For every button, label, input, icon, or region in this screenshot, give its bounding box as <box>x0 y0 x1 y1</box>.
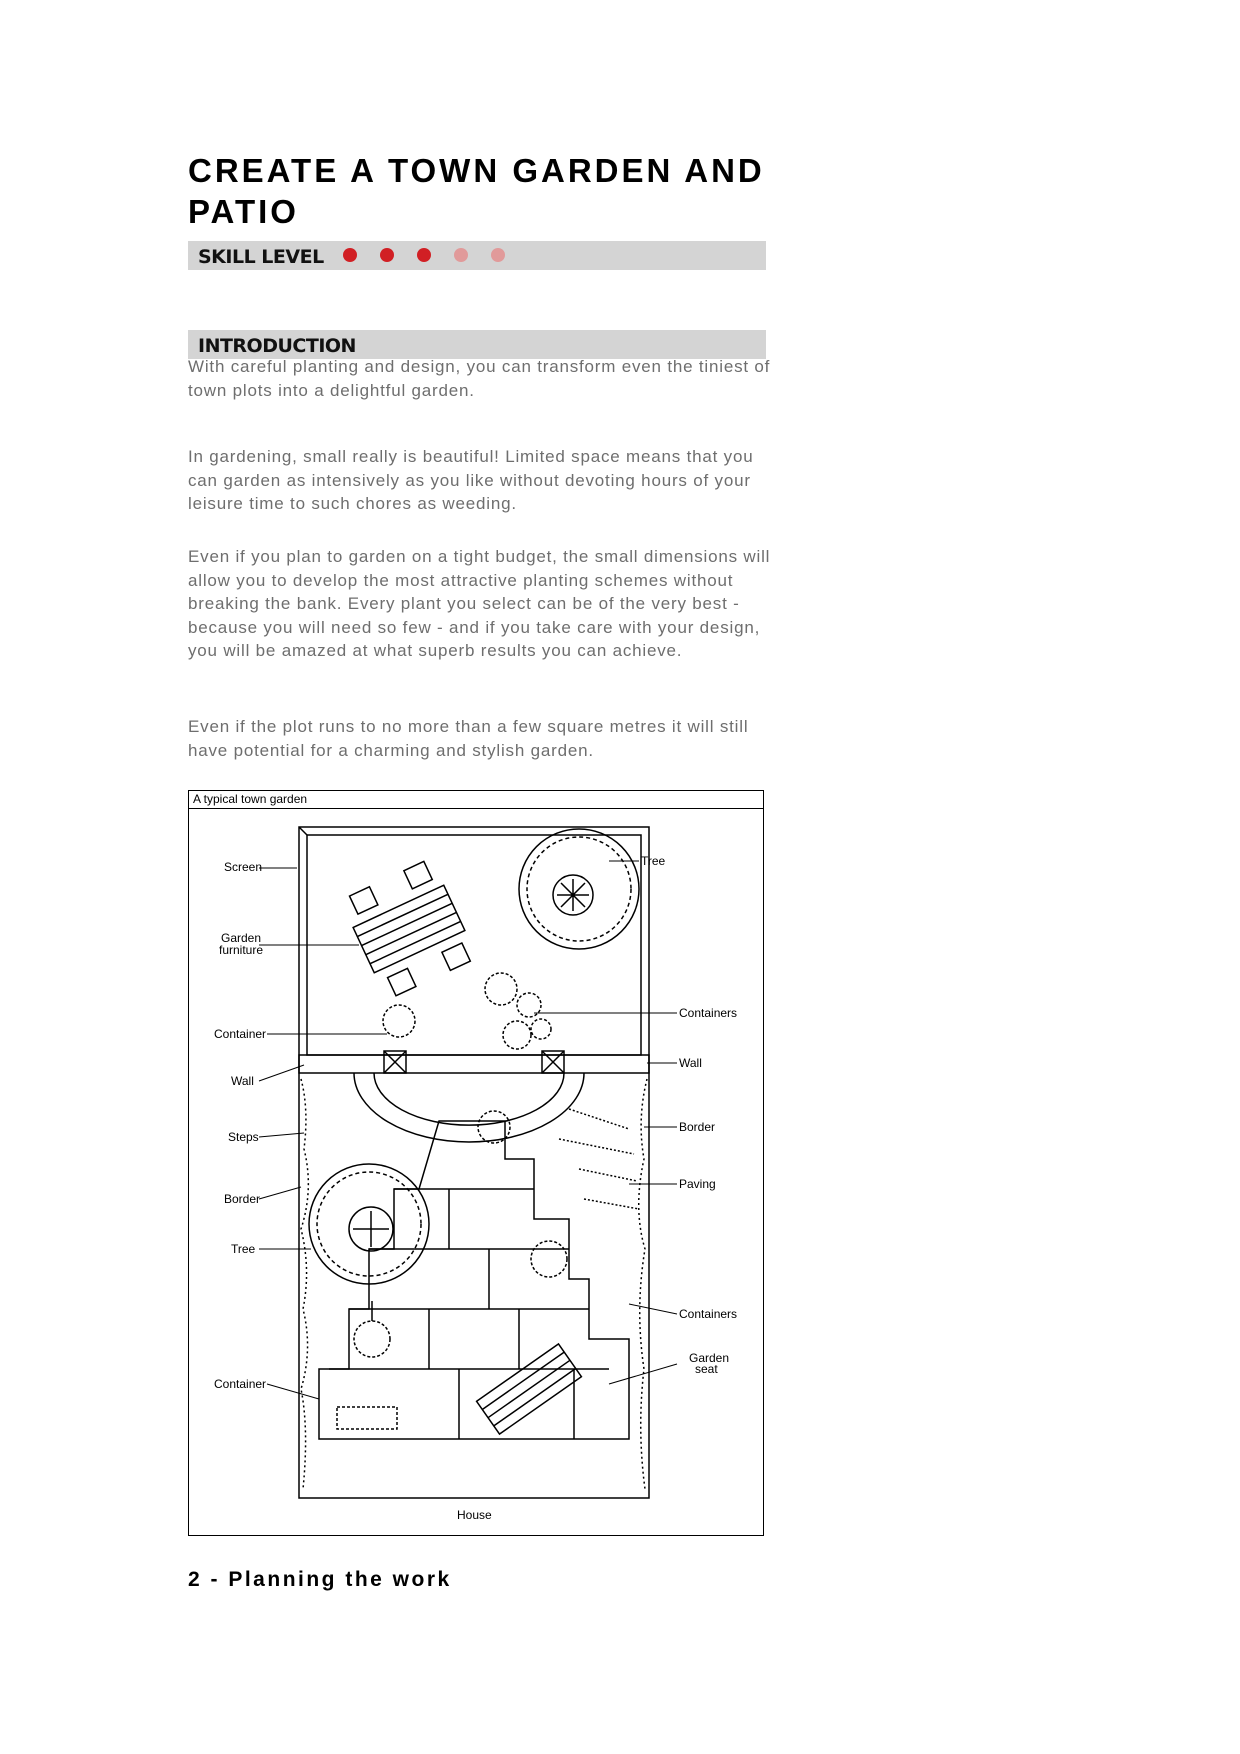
section-heading: 2 - Planning the work <box>188 1568 452 1591</box>
skill-dot-filled <box>380 248 394 262</box>
skill-level-label: SKILL LEVEL <box>198 246 324 268</box>
intro-paragraph: Even if the plot runs to no more than a few square metres it will still have potential for a charming and stylish garden. <box>188 717 749 760</box>
figure-caption-box <box>189 791 763 809</box>
skill-dot-empty <box>491 248 505 262</box>
label-tree-left: Tree <box>231 1242 256 1256</box>
skill-dot-filled <box>343 248 357 262</box>
label-screen: Screen <box>224 860 263 874</box>
label-house: House <box>457 1508 492 1522</box>
label-garden-seat-2: seat <box>695 1362 718 1376</box>
intro-paragraph: In gardening, small really is beautiful! Limited space means that you can garden as intensively as you like without devoting hours of your leisure time to such chores as weeding. <box>188 447 754 513</box>
label-container-bottom: Container <box>214 1377 267 1391</box>
skill-dot-filled <box>417 248 431 262</box>
label-tree-right: Tree <box>641 854 666 868</box>
left-border <box>301 1079 308 1489</box>
label-border-right: Border <box>679 1120 716 1134</box>
intro-paragraph: With careful planting and design, you can transform even the tiniest of town plots into a delightful garden. <box>188 357 771 400</box>
garden-plan-figure <box>188 790 764 1536</box>
label-steps: Steps <box>228 1130 259 1144</box>
right-border <box>639 1079 647 1489</box>
wall-outline <box>299 1055 649 1073</box>
label-paving: Paving <box>679 1177 716 1191</box>
label-garden-furniture-1: Garden <box>221 931 262 945</box>
skill-dot-empty <box>454 248 468 262</box>
paving <box>319 1121 629 1439</box>
label-border-left: Border <box>224 1192 261 1206</box>
introduction-label: INTRODUCTION <box>198 335 356 357</box>
label-containers-bottom: Containers <box>679 1307 738 1321</box>
label-containers-top: Containers <box>679 1006 738 1020</box>
figure-caption: A typical town garden <box>193 792 308 806</box>
garden-plan-drawing <box>189 809 762 1534</box>
label-wall-left: Wall <box>231 1074 254 1088</box>
label-wall-right: Wall <box>679 1056 702 1070</box>
skill-level-bar <box>188 241 766 270</box>
label-container-top: Container <box>214 1027 267 1041</box>
steps-arc <box>354 1073 584 1142</box>
plot-outline <box>299 827 649 1498</box>
intro-paragraph: Even if you plan to garden on a tight budget, the small dimensions will allow you to develop the most attractive planting schemes without breaking the bank. Every plant you select can be of the very best - because you will need so few - and if you take care with your design, you will be amazed at what superb results you can achieve. <box>188 547 771 660</box>
garden-table <box>340 858 477 1000</box>
page-title: CREATE A TOWN GARDEN AND PATIO <box>188 152 765 230</box>
garden-seat <box>477 1344 582 1434</box>
label-garden-furniture-2: furniture <box>219 943 264 957</box>
label-garden-seat-1: Garden <box>689 1351 730 1365</box>
